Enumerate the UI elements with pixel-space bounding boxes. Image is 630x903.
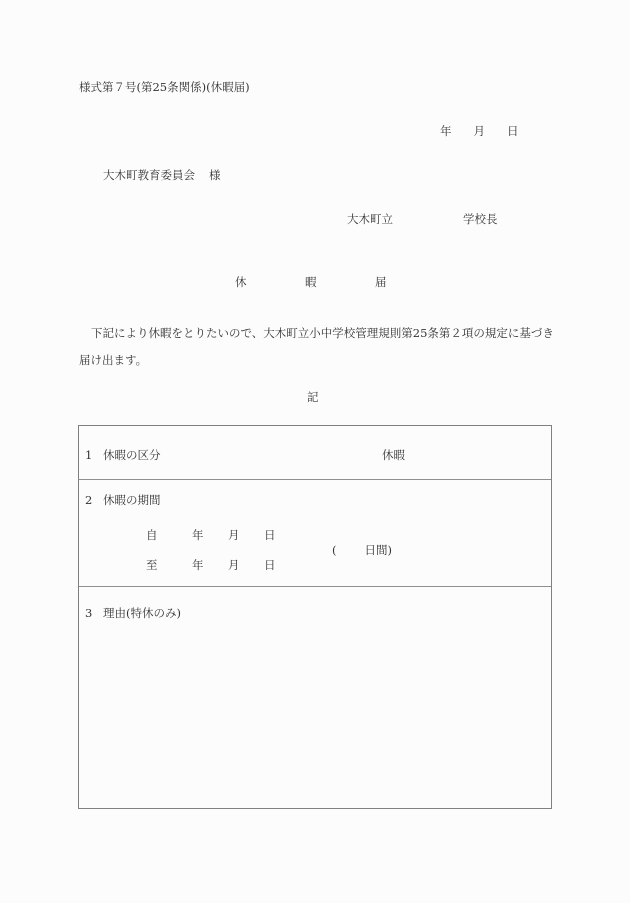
to-year-label: 年 [192,558,204,572]
row-number: 1 [85,448,93,462]
leave-type-value[interactable]: 休暇 [382,448,405,462]
from-year-label: 年 [192,528,204,542]
document-title [235,277,387,289]
period-to-line[interactable] [146,557,276,573]
leave-type-row [79,426,551,480]
title-char-2: 暇 [305,275,317,289]
row-number: 3 [85,606,93,620]
date-day-label: 日 [507,124,519,138]
from-prefix: 自 [146,528,158,542]
leave-type-label [85,447,161,463]
title-char-1: 休 [235,275,247,289]
ki-heading: 記 [307,390,319,404]
title-char-3: 届 [375,275,387,289]
row-label: 休暇の区分 [103,448,161,462]
sender-school-prefix: 大木町立 [347,212,393,226]
addressee-name: 大木町教育委員会 [103,168,195,182]
addressee-honorific: 様 [209,168,221,182]
reason-row [79,587,551,808]
leave-details-table [78,425,552,809]
to-month-label: 月 [228,558,240,572]
leave-period-label [85,492,161,508]
row-number: 2 [85,493,93,507]
days-label: 日間) [364,543,392,557]
period-from-line[interactable] [146,527,276,543]
submission-date [440,126,519,138]
to-prefix: 至 [146,558,158,572]
body-paragraph: 下記により休暇をとりたいので、大木町立小中学校管理規則第25条第２項の規定に基づき届け出ます。 [79,326,554,367]
from-month-label: 月 [228,528,240,542]
row-label: 休暇の期間 [103,493,161,507]
date-year-label: 年 [440,124,452,138]
sender [347,214,498,226]
form-identifier: 様式第７号(第25条関係)(休暇届) [79,80,250,94]
from-day-label: 日 [264,528,276,542]
reason-label [85,605,181,621]
sender-title: 学校長 [463,212,498,226]
leave-period-row [79,480,551,587]
total-days-field[interactable] [332,542,392,558]
addressee [103,170,221,182]
date-month-label: 月 [473,124,485,138]
to-day-label: 日 [264,558,276,572]
row-label: 理由(特休のみ) [103,606,181,620]
days-open-paren: ( [332,543,337,557]
